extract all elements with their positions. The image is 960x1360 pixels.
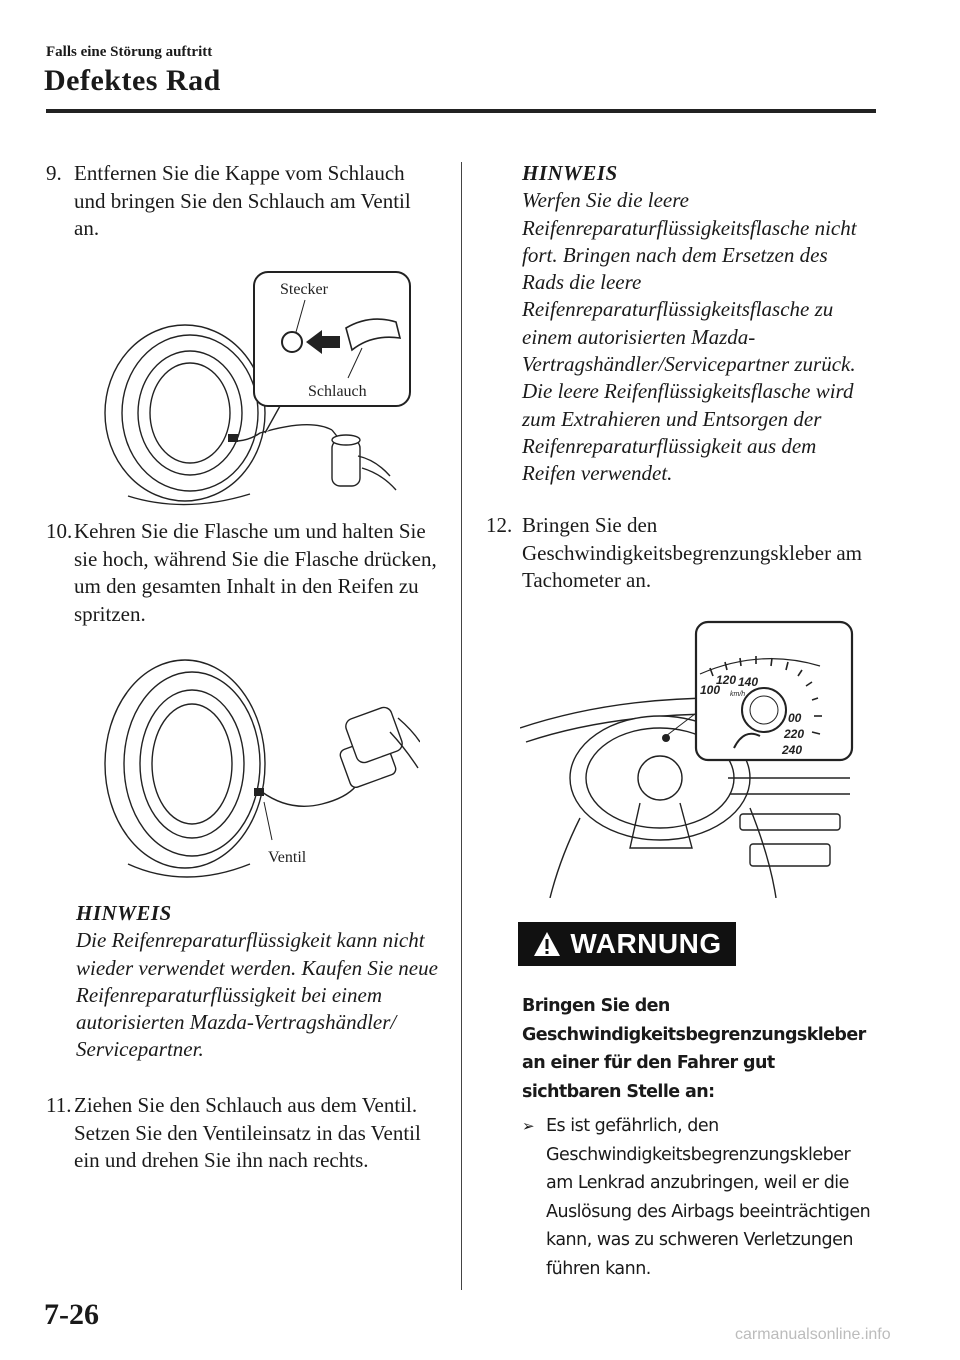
note-text: Werfen Sie die leere Reifenreparaturflüssigkeitsflasche nicht fort. Bringen nach dem Ersetzen des Rads die leere Reifenreparaturflüssigkeitsflasche zu einem autorisierten Mazda-Vertragshändler/Servicepartner zurück. Die leere Reifenflüssigkeitsflasche wird zum Extrahieren und Entsorgen der Reifenreparaturflüssigkeit aus dem Reifen verwendet. xyxy=(522,188,857,486)
section-title: Falls eine Störung auftritt xyxy=(46,44,213,60)
tick-200: 00 xyxy=(788,711,802,725)
step-text: Kehren Sie die Flasche um und halten Sie sie hoch, während Sie die Flasche drücken, um den gesamten Inhalt in den Reifen zu spritzen. xyxy=(74,519,437,626)
watermark[interactable]: carmanualsonline.info xyxy=(735,1326,891,1343)
step-number: 11. xyxy=(46,1093,72,1117)
label-valve: Ventil xyxy=(268,849,307,866)
note-empty-bottle xyxy=(522,160,874,488)
step-number: 9. xyxy=(46,161,62,185)
label-plug: Stecker xyxy=(280,281,328,298)
tick-140: 140 xyxy=(738,675,759,689)
column-divider xyxy=(461,162,462,1290)
unit-kmh: km/h xyxy=(730,691,746,698)
note-heading: HINWEIS xyxy=(76,901,172,925)
note-text: Die Reifenreparaturflüssigkeit kann nicht wieder verwendet werden. Kaufen Sie neue Reifenreparaturflüssigkeit bei einem autorisierten Mazda-Vertragshändler/ Servicepartner. xyxy=(76,928,438,1062)
note-reuse xyxy=(76,900,444,1064)
step-number: 12. xyxy=(486,513,513,537)
warning-instruction: Bringen Sie den Geschwindigkeitsbegrenzungskleber an einer für den Fahrer gut sichtbaren Stelle an: xyxy=(522,996,866,1102)
step-11 xyxy=(46,1092,438,1175)
note-heading: HINWEIS xyxy=(522,161,618,185)
step-text: Ziehen Sie den Schlauch aus dem Ventil. Setzen Sie den Ventileinsatz in das Ventil ein und drehen Sie ihn nach rechts. xyxy=(74,1093,421,1172)
step-number: 10. xyxy=(46,519,73,543)
warning-badge xyxy=(518,922,736,966)
tick-100: 100 xyxy=(700,683,721,697)
warning-label: WARNUNG xyxy=(570,928,722,959)
warning-triangle-icon xyxy=(532,930,562,958)
step-text: Entfernen Sie die Kappe vom Schlauch und bringen Sie den Schlauch am Ventil an. xyxy=(74,161,411,240)
figure-speedometer xyxy=(520,618,860,898)
arrow-bullet-icon: ➢ xyxy=(522,1117,535,1135)
warning-bullet xyxy=(522,1112,877,1283)
step-text: Bringen Sie den Geschwindigkeitsbegrenzungskleber am Tachometer an. xyxy=(522,513,862,592)
figure-bottle-inject xyxy=(100,652,420,892)
header-rule xyxy=(46,109,876,113)
figure-hose-attach xyxy=(100,268,420,508)
tick-220: 220 xyxy=(784,727,805,741)
tick-240: 240 xyxy=(782,743,803,757)
tick-120: 120 xyxy=(716,673,737,687)
page-title: Defektes Rad xyxy=(44,64,221,97)
step-12 xyxy=(486,512,878,595)
label-hose: Schlauch xyxy=(308,383,367,400)
page-number: 7-26 xyxy=(44,1298,99,1331)
warning-bullet-text: Es ist gefährlich, den Geschwindigkeitsbegrenzungskleber am Lenkrad anzubringen, weil er die Auslösung des Airbags beeinträchtigen kann, was zu schweren Verletzungen führen kann. xyxy=(546,1116,871,1279)
step-9 xyxy=(46,160,438,243)
step-10 xyxy=(46,518,438,628)
